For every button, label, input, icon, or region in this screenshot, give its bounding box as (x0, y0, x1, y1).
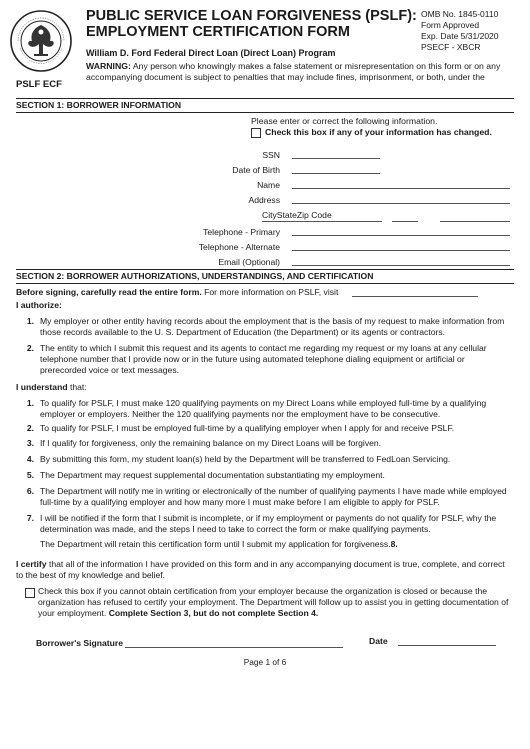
phone-primary-field[interactable] (292, 235, 510, 236)
section1-heading: SECTION 1: BORROWER INFORMATION (16, 100, 182, 110)
warning-body: Any person who knowingly makes a false statement or misrepresentation on this form or on any accompanying document is subject to penalties that may include fines, imprisonment, or both, under the (86, 61, 501, 82)
understand-item-2: To qualify for PSLF, I must be employed full-time by a qualifying employer when I apply for and receive PSLF. (40, 423, 455, 433)
understand-item-3: If I qualify for forgiveness, only the remaining balance on my Direct Loans will be forgiven. (40, 438, 382, 448)
understand-item-6: The Department will notify me in writing or electronically of the number of qualifying payments I have made while employed full-time by a qualifying employer and how many more I must make before I am eligible to apply for PSLF. (40, 486, 507, 508)
authorize-item-2-number: 2. (26, 343, 34, 353)
omb-block (421, 9, 499, 53)
understand-item-1-number: 1. (26, 398, 34, 408)
understand-item-5: The Department may request supplemental documentation substantiating my employment. (40, 470, 385, 480)
city-state-zip-label: CityStateZip Code (262, 210, 332, 220)
name-field[interactable] (292, 188, 510, 189)
title-line-1: PUBLIC SERVICE LOAN FORGIVENESS (PSLF): (86, 8, 417, 24)
form-code: PSLF ECF (16, 79, 62, 90)
city-field[interactable] (262, 221, 382, 222)
retain-statement (40, 539, 512, 550)
understand-item-1: To qualify for PSLF, I must make 120 qualifying payments on my Direct Loans while employed full-time by a qualifying employer or employers. Neither the 120 qualifying payments nor the employment have to be consecutive. (40, 398, 487, 420)
section1-intro: Please enter or correct the following information. (251, 116, 438, 126)
omb-expiry: Exp. Date 5/31/2020 (421, 31, 499, 41)
understand-item-7-number: 7. (26, 513, 34, 523)
ssn-label: SSN (262, 150, 280, 160)
name-label: Name (257, 180, 280, 190)
understand-item-3-number: 3. (26, 438, 34, 448)
page-number: Page 1 of 6 (243, 657, 287, 667)
retain-text: The Department will retain this certification form until I submit my application for forgiveness. (40, 539, 391, 549)
email-label: Email (Optional) (218, 257, 280, 267)
info-changed-checkbox[interactable] (251, 128, 261, 138)
employer-unavailable-body: Check this box if you cannot obtain certification from your employer because the organization is closed or because the organization has refused to certify your employment. The Department will follow up to assist you in getting documentation of your employment. (38, 586, 509, 619)
date-label: Date (369, 636, 388, 646)
certify-statement (16, 559, 514, 581)
zip-field[interactable] (440, 221, 510, 222)
certify-rest: that all of the information I have provided on this form and in any accompanying document is true, complete, and correct to the best of my knowledge and belief. (16, 559, 505, 581)
omb-approved: Form Approved (421, 20, 480, 30)
omb-code: PSECF - XBCR (421, 42, 481, 52)
understand-item-2-number: 2. (26, 423, 34, 433)
understand-item-4-number: 4. (26, 454, 34, 464)
section1-heading-rule (16, 112, 514, 113)
understand-heading (16, 382, 87, 393)
dob-field[interactable] (292, 173, 380, 174)
date-field[interactable] (398, 645, 496, 646)
employer-unavailable-text (38, 586, 514, 620)
authorize-item-2: The entity to which I submit this request and its agents to contact me regarding my request or my loans at any cellular telephone number that I provide now or in the future using automated telephone dialing equipment or artificial or prerecorded voice or text messages. (40, 343, 487, 376)
phone-alternate-field[interactable] (292, 250, 510, 251)
before-signing-rest: For more information on PSLF, visit (201, 287, 339, 297)
before-signing-bold: Before signing, carefully read the entire form. (16, 287, 202, 297)
authorize-item-1-number: 1. (26, 316, 34, 326)
employer-unavailable-checkbox[interactable] (25, 588, 35, 598)
address-label: Address (248, 195, 280, 205)
warning-label: WARNING: (86, 61, 131, 71)
pslf-website-link[interactable] (352, 296, 478, 297)
retain-suffix: 8. (390, 539, 398, 549)
certify-bold: I certify (16, 559, 47, 569)
understand-bold: I understand (16, 382, 68, 392)
authorize-item-1: My employer or other entity having records about the employment that is the basis of my request to make information from those records available to the U. S. Department of Education (the Department) or its agents or contractors. (40, 316, 505, 338)
understand-rest: that: (67, 382, 87, 392)
section2-top-rule (16, 269, 514, 270)
dob-label: Date of Birth (232, 165, 280, 175)
email-field[interactable] (292, 265, 510, 266)
section2-heading: SECTION 2: BORROWER AUTHORIZATIONS, UNDERSTANDINGS, AND CERTIFICATION (16, 271, 374, 281)
borrower-signature-label: Borrower's Signature (36, 638, 124, 648)
title-line-2: EMPLOYMENT CERTIFICATION FORM (86, 24, 350, 40)
borrower-signature-field[interactable] (125, 647, 343, 648)
understand-item-6-number: 6. (26, 486, 34, 496)
phone-alternate-label: Telephone - Alternate (198, 242, 280, 252)
phone-primary-label: Telephone - Primary (203, 227, 280, 237)
understand-item-4: By submitting this form, my student loan(s) held by the Department will be transferred to FedLoan Servicing. (40, 454, 451, 464)
info-changed-label: Check this box if any of your information has changed. (265, 127, 492, 137)
omb-number: OMB No. 1845-0110 (421, 9, 499, 19)
understand-item-5-number: 5. (26, 470, 34, 480)
section2-heading-rule (16, 283, 514, 284)
form-subtitle: William D. Ford Federal Direct Loan (Direct Loan) Program (86, 48, 336, 58)
form-title (86, 8, 417, 40)
warning-text (86, 61, 512, 83)
ssn-field[interactable] (292, 158, 380, 159)
section1-top-rule (16, 98, 514, 99)
state-field[interactable] (392, 221, 418, 222)
understand-item-7: I will be notified if the form that I submit is incomplete, or if my employment or payments do not qualify for PSLF, why the determination was made, and the steps I need to take to correct the form or make qualifying payments. (40, 513, 497, 535)
address-field[interactable] (292, 203, 510, 204)
department-of-education-seal (10, 10, 72, 72)
authorize-heading: I authorize: (16, 300, 62, 310)
employer-unavailable-instruction: Complete Section 3, but do not complete Section 4. (106, 608, 319, 619)
